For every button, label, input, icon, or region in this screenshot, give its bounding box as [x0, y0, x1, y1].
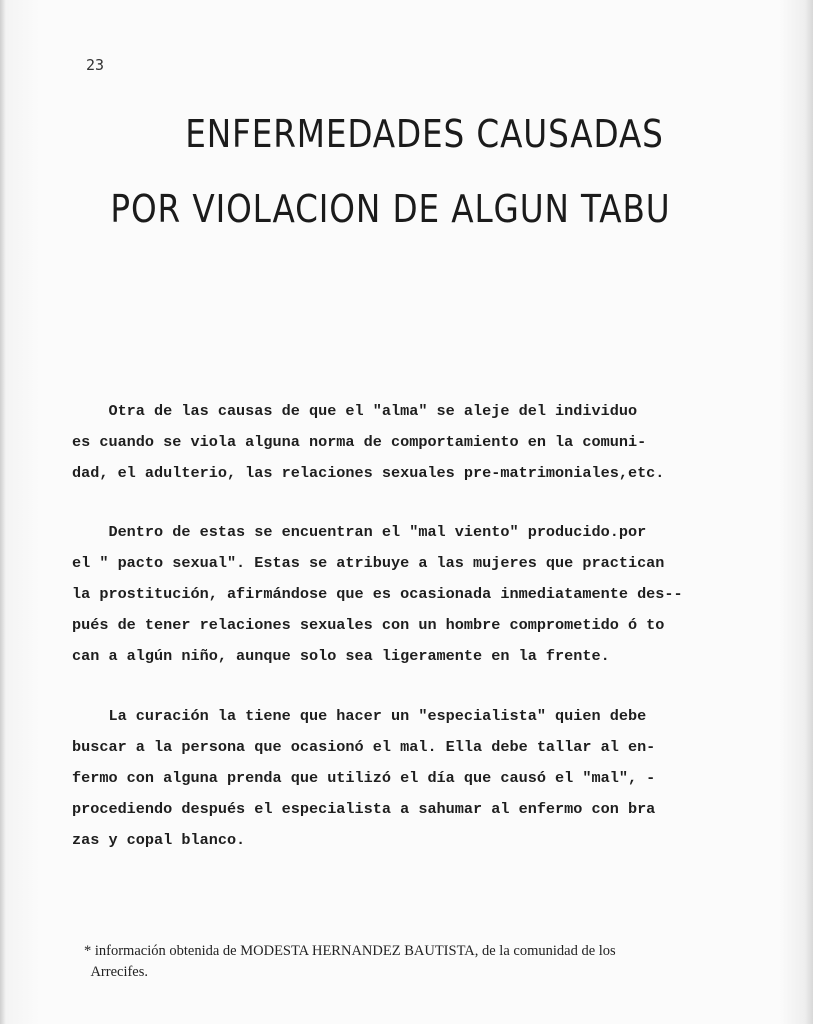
paragraph-1: [72, 396, 732, 489]
footnote-line: * información obtenida de MODESTA HERNANDEZ BAUTISTA, de la comunidad de los: [84, 943, 616, 959]
paragraph-line: zas y copal blanco.: [72, 831, 246, 849]
paragraph-line: dad, el adulterio, las relaciones sexuales pre-matrimoniales,etc.: [72, 464, 665, 482]
paragraph-line: Otra de las causas de que el "alma" se aleje del individuo: [72, 402, 638, 420]
page-number: 23: [86, 56, 105, 74]
paragraph-line: pués de tener relaciones sexuales con un hombre comprometido ó to: [72, 616, 665, 634]
paragraph-line: la prostitución, afirmándose que es ocasionada inmediatamente des--: [72, 585, 683, 603]
paragraph-3: [72, 701, 732, 856]
paragraph-line: La curación la tiene que hacer un "especialista" quien debe: [72, 707, 647, 725]
paragraph-line: Dentro de estas se encuentran el "mal viento" producido.por: [72, 523, 647, 541]
paragraph-line: fermo con alguna prenda que utilizó el día que causó el "mal", -: [72, 769, 656, 787]
paragraph-line: es cuando se viola alguna norma de comportamiento en la comuni-: [72, 433, 647, 451]
paragraph-2: [72, 517, 732, 672]
page-title-line-1: ENFERMEDADES CAUSADAS: [185, 112, 664, 156]
page-title-line-2: POR VIOLACION DE ALGUN TABU: [110, 187, 671, 231]
paragraph-line: el " pacto sexual". Estas se atribuye a las mujeres que practican: [72, 554, 665, 572]
footnote-line: Arrecifes.: [84, 964, 149, 980]
paragraph-line: procediendo después el especialista a sahumar al enfermo con bra: [72, 800, 656, 818]
paragraph-line: can a algún niño, aunque solo sea ligeramente en la frente.: [72, 647, 610, 665]
paragraph-line: buscar a la persona que ocasionó el mal. Ella debe tallar al en-: [72, 738, 656, 756]
footnote: [84, 941, 734, 983]
